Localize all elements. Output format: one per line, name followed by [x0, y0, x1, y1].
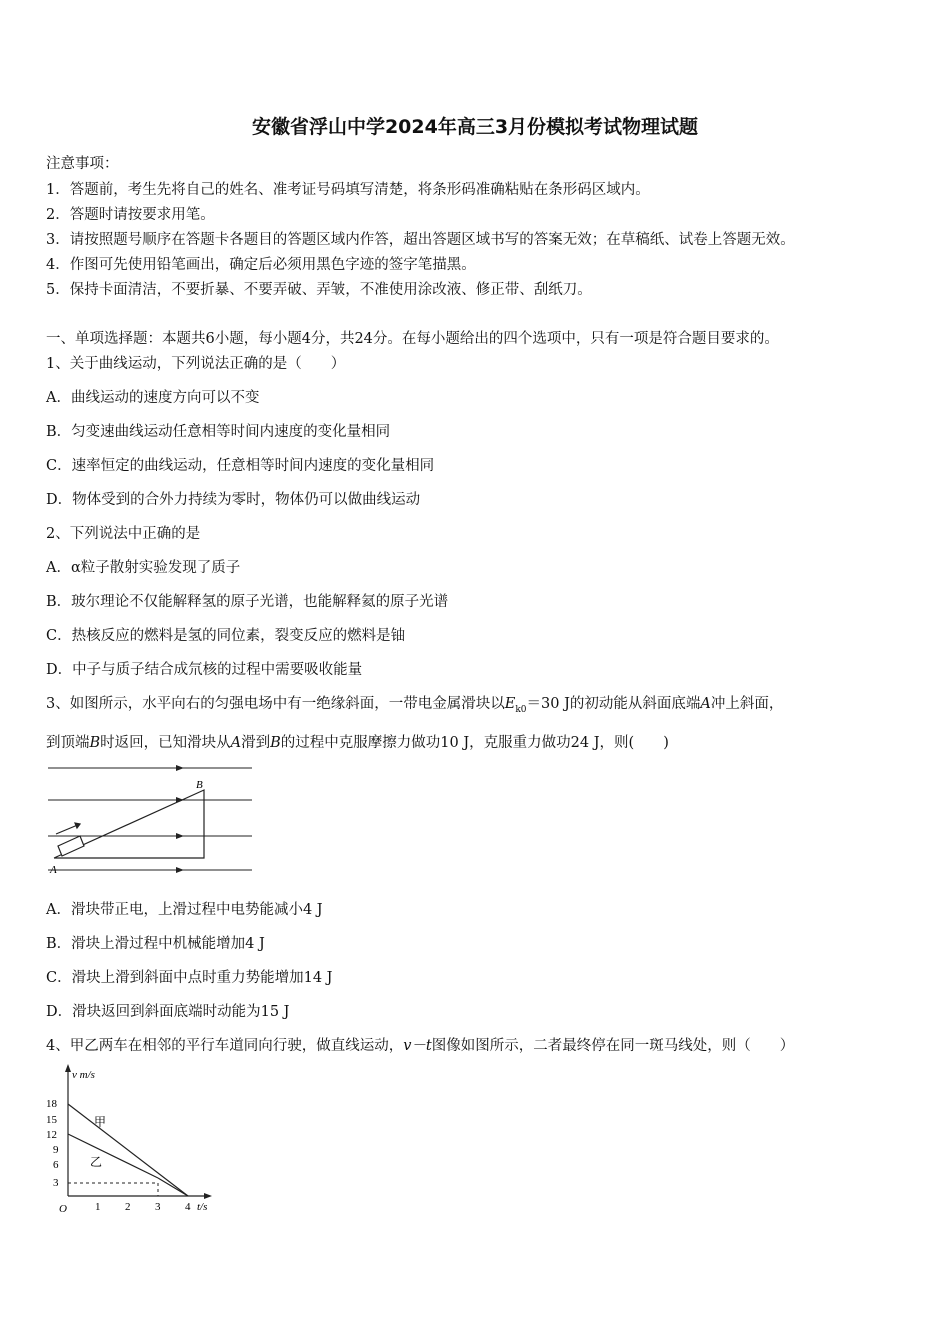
q3-option-a: A．滑块带正电，上滑过程中电势能减小4 J [46, 902, 323, 918]
q3-incline-figure [44, 760, 256, 878]
y-tick-6: 6 [53, 1159, 59, 1171]
x-axis-arrow-icon [204, 1193, 212, 1199]
q3-option-d: D．滑块返回到斜面底端时动能为15 J [46, 1004, 290, 1020]
q3-text: ＝30 J的初动能从斜面底端 [526, 696, 701, 712]
q1-stem: 1、关于曲线运动，下列说法正确的是（ ） [46, 356, 346, 372]
field-arrow-icon [176, 833, 184, 839]
origin-label: O [59, 1203, 67, 1215]
q3-text: 冲上斜面， [710, 696, 784, 712]
x-tick-1: 1 [95, 1201, 101, 1213]
notice-item-5: 5．保持卡面清洁，不要折暴、不要弄破、弄皱，不准使用涂改液、修正带、刮纸刀。 [46, 282, 592, 298]
notice-item-3: 3．请按照题号顺序在答题卡各题目的答题区域内作答，超出答题区域书写的答案无效；在草稿纸、试卷上答题无效。 [46, 232, 795, 248]
q3-text: 滑到 [241, 735, 271, 751]
q1-option-d: D．物体受到的合外力持续为零时，物体仍可以做曲线运动 [46, 492, 421, 508]
notice-item-1: 1．答题前，考生先将自己的姓名、准考证号码填写清楚，将条形码准确粘贴在条形码区域内。 [46, 182, 650, 198]
y-axis-arrow-icon [65, 1064, 71, 1072]
x-tick-3: 3 [155, 1201, 161, 1213]
q3-text: 的过程中克服摩擦力做功10 J，克服重力做功24 J，则( ) [280, 735, 669, 751]
section-heading: 一、单项选择题：本题共6小题，每小题4分，共24分。在每小题给出的四个选项中，只有一项是符合题目要求的。 [46, 331, 779, 347]
q3-sub-k0: k0 [515, 704, 527, 715]
series-jia-label: 甲 [94, 1115, 107, 1129]
q4-vt-graph [44, 1064, 224, 1216]
q4-stem [46, 1034, 794, 1055]
page-title: 安徽省浮山中学2024年高三3月份模拟考试物理试题 [251, 116, 699, 138]
notice-heading: 注意事项： [46, 156, 119, 172]
label-b: B [196, 779, 203, 791]
q2-option-a: A．α粒子散射实验发现了质子 [46, 560, 241, 576]
q4-text: 图像如图所示，二者最终停在同一斑马线处，则（ ） [431, 1038, 795, 1054]
q2-option-c: C．热核反应的燃料是氢的同位素，裂变反应的燃料是铀 [46, 628, 406, 644]
y-axis-label: v m/s [72, 1069, 95, 1081]
q3-var-b: B [89, 735, 101, 751]
q3-text: 时返回，已知滑块从 [100, 735, 231, 751]
label-a: A [50, 864, 57, 876]
notice-item-4: 4．作图可先使用铅笔画出，确定后必须用黑色字迹的签字笔描黑。 [46, 257, 476, 273]
notice-item-2: 2．答题时请按要求用笔。 [46, 207, 215, 223]
q3-var-e: E [504, 696, 516, 712]
q2-option-b: B．玻尔理论不仅能解释氢的原子光谱，也能解释氦的原子光谱 [46, 594, 449, 610]
q3-var-a: A [700, 696, 711, 712]
field-arrow-icon [176, 867, 184, 873]
x-axis-label: t/s [197, 1201, 208, 1213]
field-arrow-icon [176, 765, 184, 771]
q2-option-d: D．中子与质子结合成氘核的过程中需要吸收能量 [46, 662, 363, 678]
series-yi-label: 乙 [90, 1155, 103, 1169]
q3-text: 3、如图所示，水平向右的匀强电场中有一绝缘斜面，一带电金属滑块以 [46, 696, 505, 712]
q3-stem-line2 [46, 731, 669, 752]
q1-option-b: B．匀变速曲线运动任意相等时间内速度的变化量相同 [46, 424, 391, 440]
y-tick-9: 9 [53, 1144, 59, 1156]
slider-block [58, 836, 84, 856]
q3-var-b: B [270, 735, 281, 751]
q3-text: 到顶端 [46, 735, 90, 751]
x-tick-4: 4 [185, 1201, 191, 1213]
q3-option-c: C．滑块上滑到斜面中点时重力势能增加14 J [46, 970, 333, 986]
q1-option-c: C．速率恒定的曲线运动，任意相等时间内速度的变化量相同 [46, 458, 435, 474]
q2-stem: 2、下列说法中正确的是 [46, 526, 201, 542]
q4-text: 4、甲乙两车在相邻的平行车道同向行驶，做直线运动， [46, 1038, 404, 1054]
q4-vt: v－t [403, 1038, 432, 1054]
velocity-arrowhead-icon [75, 823, 80, 828]
y-tick-12: 12 [46, 1129, 57, 1141]
series-yi-line [158, 1178, 188, 1196]
q3-stem-line1 [46, 692, 783, 715]
q3-option-b: B．滑块上滑过程中机械能增加4 J [46, 936, 265, 952]
y-tick-3: 3 [53, 1177, 59, 1189]
q1-option-a: A．曲线运动的速度方向可以不变 [46, 390, 260, 406]
x-tick-2: 2 [125, 1201, 131, 1213]
series-jia-line [68, 1104, 188, 1196]
q3-var-a: A [230, 735, 242, 751]
y-tick-18: 18 [46, 1098, 57, 1110]
y-tick-15: 15 [46, 1114, 57, 1126]
series-yi-line [68, 1134, 158, 1178]
